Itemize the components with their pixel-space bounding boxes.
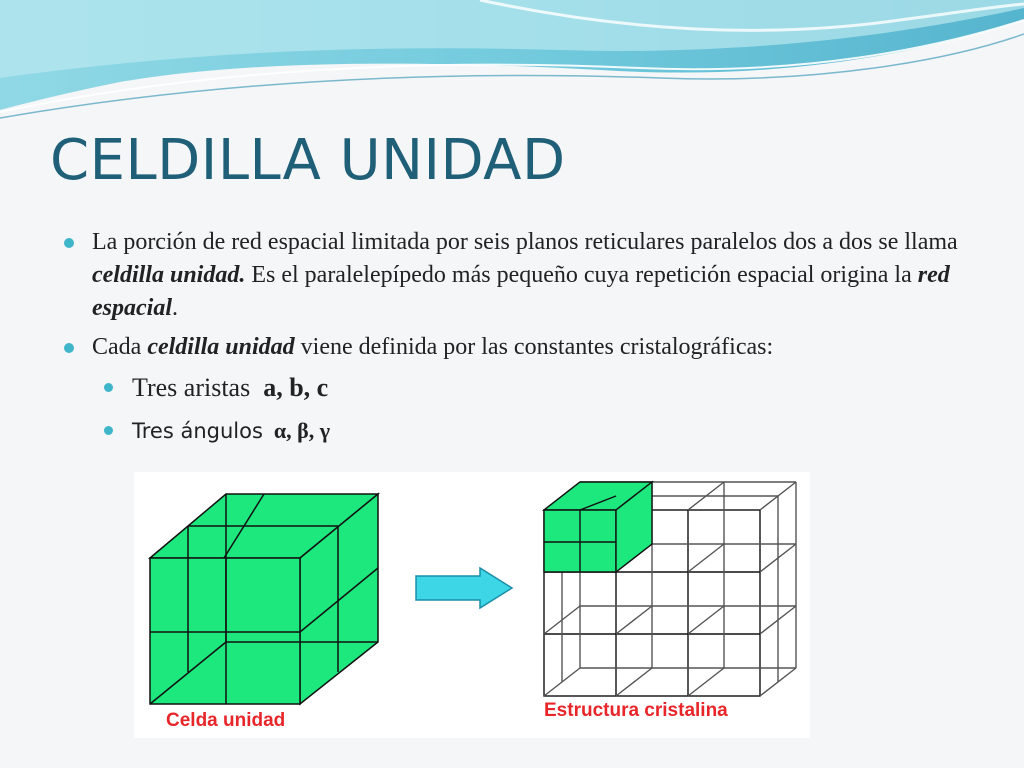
- angles-value: α, β, γ: [273, 418, 331, 443]
- header-wave-decoration: [0, 0, 1024, 130]
- sub-bullet-angles: [104, 414, 982, 448]
- term-celdilla-unidad: celdilla unidad.: [92, 262, 246, 288]
- term-celdilla-unidad-2: celdilla unidad: [147, 334, 295, 360]
- sub-bullet-dot: [104, 426, 113, 435]
- edges-value: a, b, c: [263, 373, 329, 402]
- sub-bullet-edges: [104, 370, 982, 406]
- definition-text-cont: Es el paralelepípedo más pequeño cuya repetición espacial origina la: [245, 262, 918, 288]
- edges-label: Tres aristas: [132, 373, 251, 402]
- arrow-icon: [416, 568, 512, 608]
- bullet-dot: [64, 343, 74, 353]
- constants-text: Cada: [92, 334, 148, 360]
- bullet-constants: [62, 331, 982, 364]
- figure-drawing: [134, 472, 810, 738]
- bullet-dot: [64, 238, 74, 248]
- unit-cell-figure: [134, 472, 810, 738]
- unit-cell-cube: [150, 494, 378, 704]
- estructura-cristalina-caption: Estructura cristalina: [544, 700, 728, 721]
- constants-text-cont: viene definida por las constantes cristalográficas:: [294, 334, 774, 360]
- definition-text: La porción de red espacial limitada por seis planos reticulares paralelos dos a dos se llama: [92, 229, 958, 255]
- definition-period: .: [171, 295, 178, 321]
- celda-unidad-caption: Celda unidad: [166, 710, 286, 731]
- bullet-definition: [62, 226, 982, 325]
- sub-bullet-dot: [104, 383, 113, 392]
- slide-body: [62, 226, 982, 448]
- highlighted-unit-cell: [544, 482, 652, 572]
- slide-title: CELDILLA UNIDAD: [50, 128, 566, 193]
- angles-label: Tres ángulos: [132, 419, 263, 443]
- term-red-espacial: red espacial: [92, 262, 950, 321]
